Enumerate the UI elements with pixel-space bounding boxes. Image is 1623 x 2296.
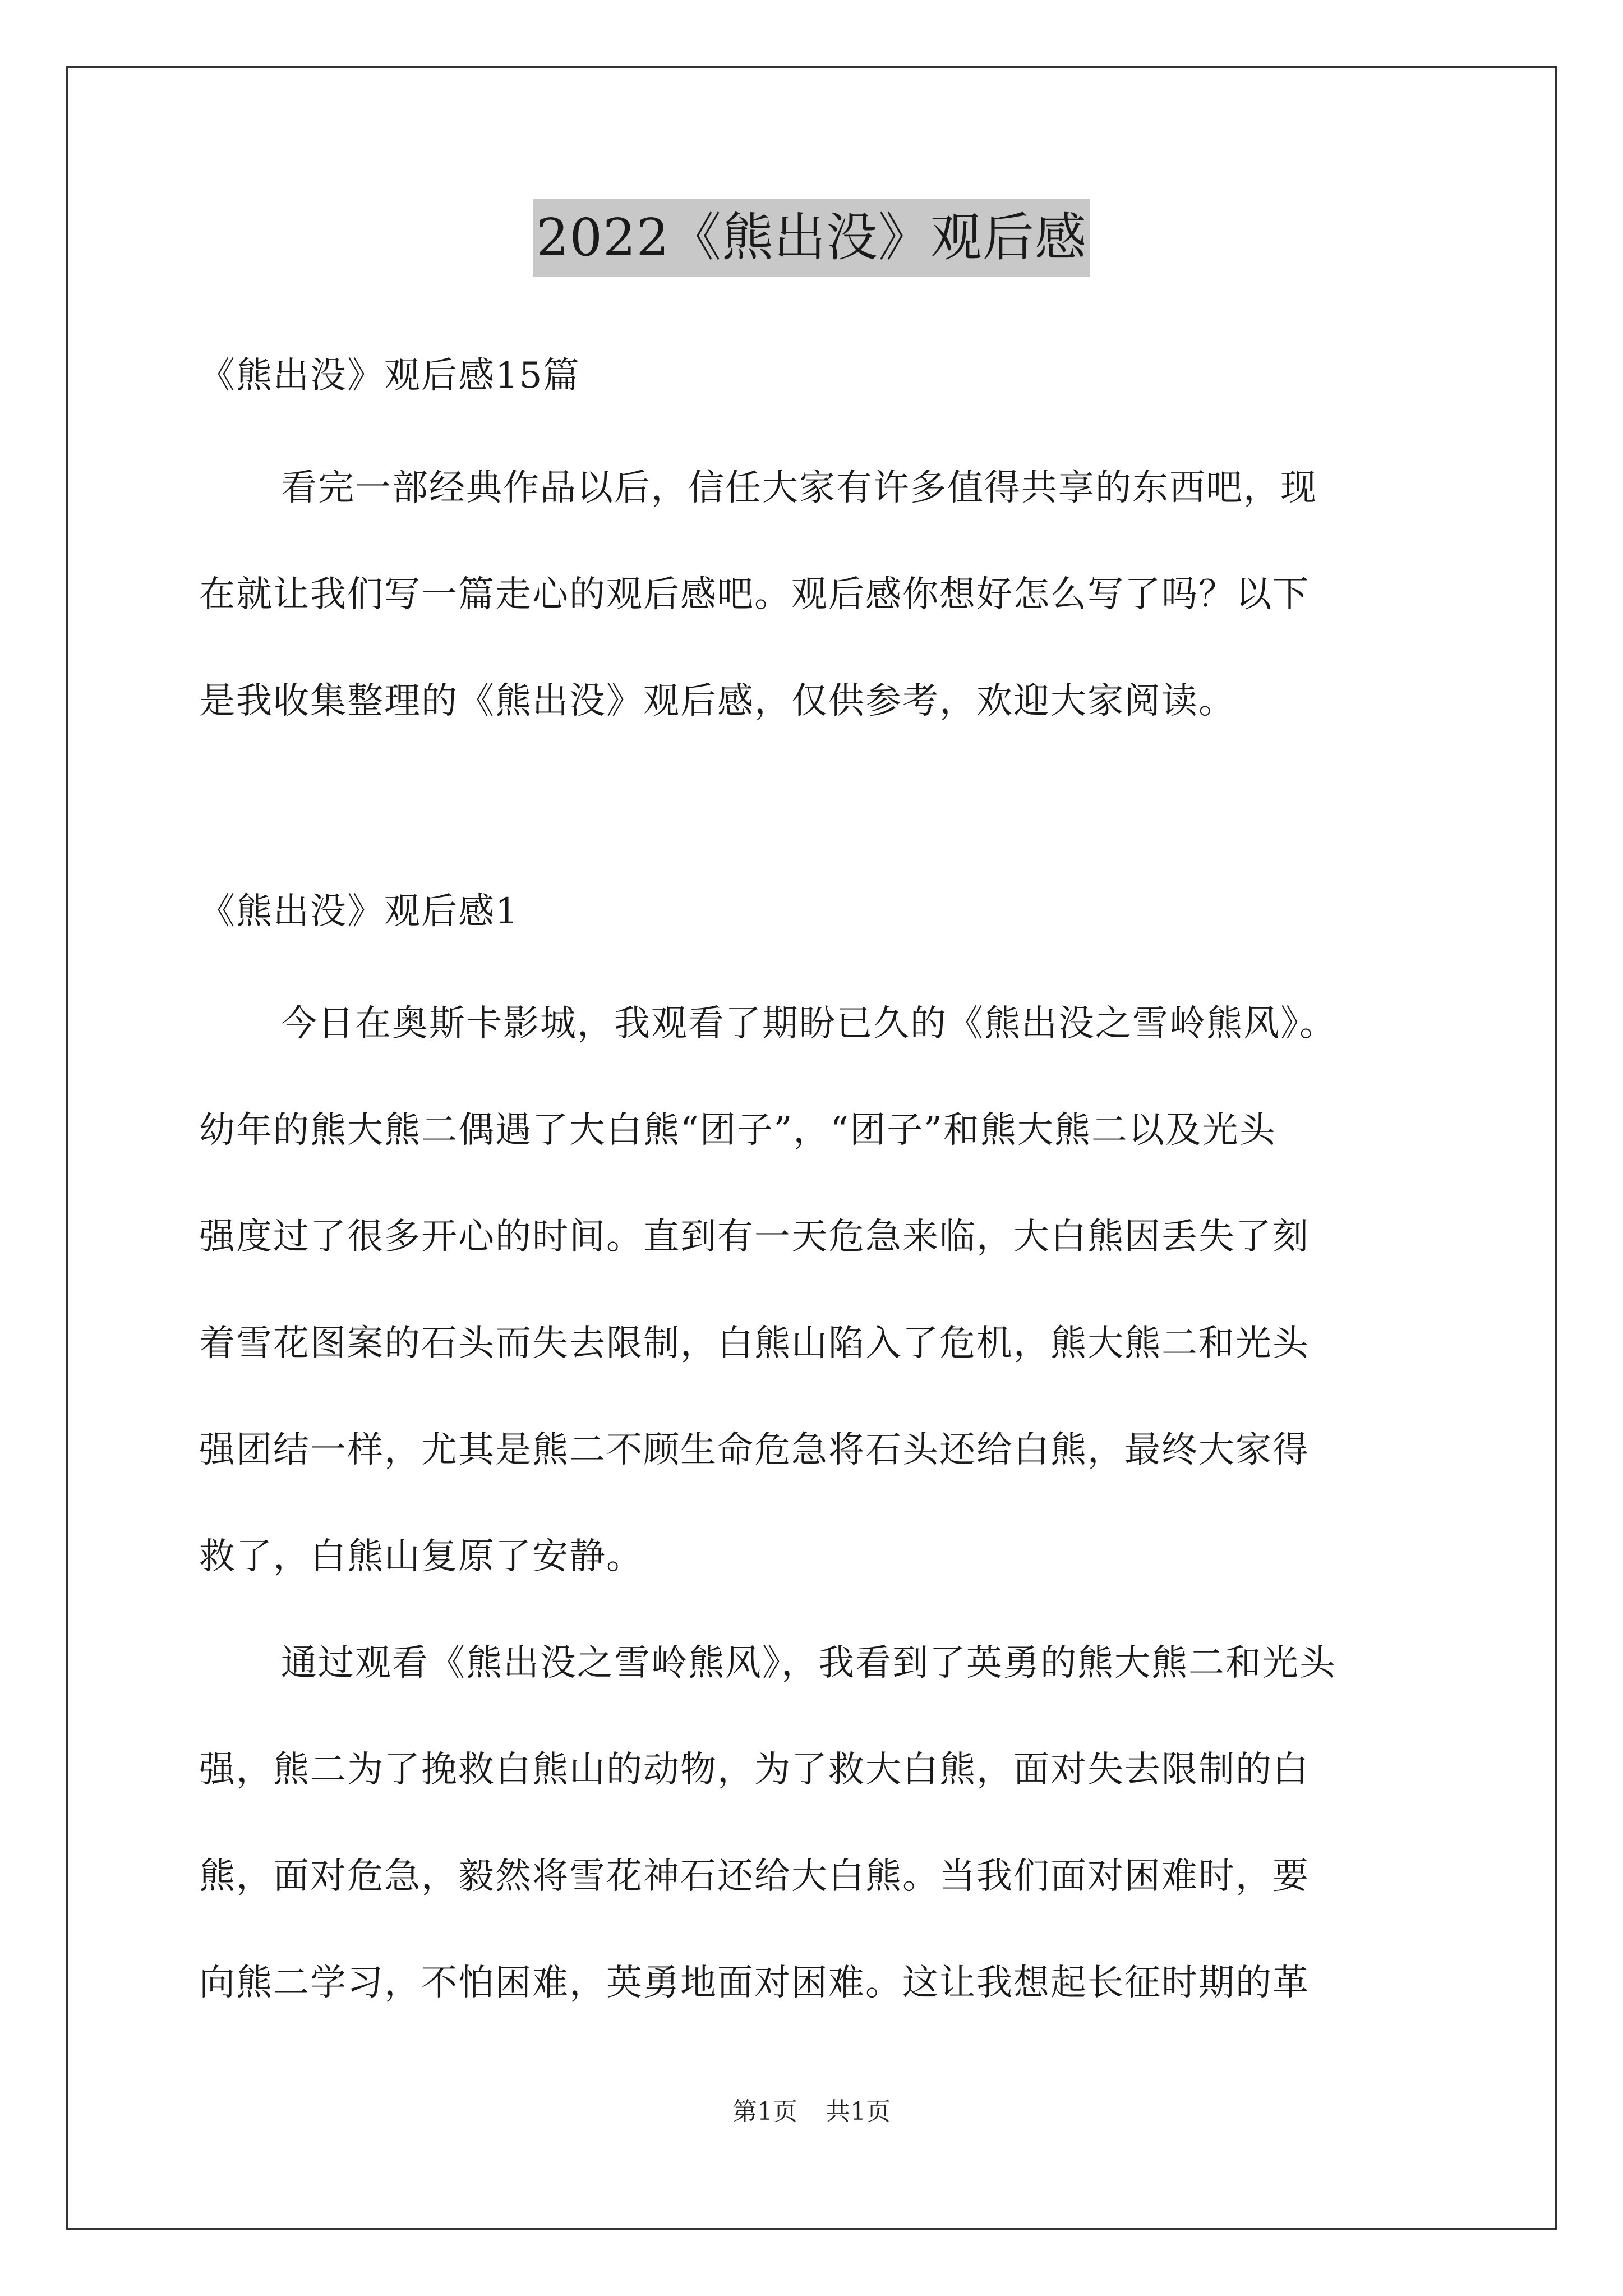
paragraph-line: 通过观看《熊出没之雪岭熊风》，我看到了英勇的熊大熊二和光头 <box>281 1642 1336 1684</box>
page-total: 共1页 <box>826 2097 891 2126</box>
paragraph-line: 强团结一样，尤其是熊二不顾生命危急将石头还给白熊，最终大家得 <box>199 1429 1310 1471</box>
subtitle-text: 《熊出没》观后感15篇 <box>199 355 580 397</box>
paragraph-line: 救了，白熊山复原了安静。 <box>199 1536 643 1577</box>
document-subtitle <box>199 323 1433 429</box>
intro-line: 看完一部经典作品以后，信任大家有许多值得共享的东西吧，现 <box>281 467 1317 509</box>
paragraph-1 <box>199 970 1433 1610</box>
paragraph-line: 幼年的熊大熊二偶遇了大白熊“团子”，“团子”和熊大熊二以及光头 <box>199 1110 1276 1151</box>
intro-line: 是我收集整理的《熊出没》观后感，仅供参考，欢迎大家阅读。 <box>199 680 1235 722</box>
section-heading-text: 《熊出没》观后感1 <box>199 891 519 932</box>
paragraph-line: 着雪花图案的石头而失去限制，白熊山陷入了危机，熊大熊二和光头 <box>199 1323 1310 1364</box>
paragraph-line: 向熊二学习，不怕困难，英勇地面对困难。这让我想起长征时期的革 <box>199 1962 1310 2004</box>
page-number: 第1页 <box>732 2097 797 2126</box>
section-heading <box>199 858 1433 965</box>
paragraph-line: 今日在奥斯卡影城，我观看了期盼已久的《熊出没之雪岭熊风》。 <box>281 1003 1336 1045</box>
document-title: 2022《熊出没》观后感 <box>533 199 1090 277</box>
paragraph-line: 强度过了很多开心的时间。直到有一天危急来临，大白熊因丢失了刻 <box>199 1216 1310 1258</box>
page-footer <box>0 2095 1623 2129</box>
paragraph-line: 熊，面对危急，毅然将雪花神石还给大白熊。当我们面对困难时，要 <box>199 1856 1310 1897</box>
paragraph-line: 强，熊二为了挽救白熊山的动物，为了救大白熊，面对失去限制的白 <box>199 1749 1310 1791</box>
paragraph-2 <box>199 1610 1433 2036</box>
title-container <box>0 199 1623 277</box>
intro-line: 在就让我们写一篇走心的观后感吧。观后感你想好怎么写了吗？以下 <box>199 574 1310 615</box>
intro-paragraph <box>199 435 1433 754</box>
